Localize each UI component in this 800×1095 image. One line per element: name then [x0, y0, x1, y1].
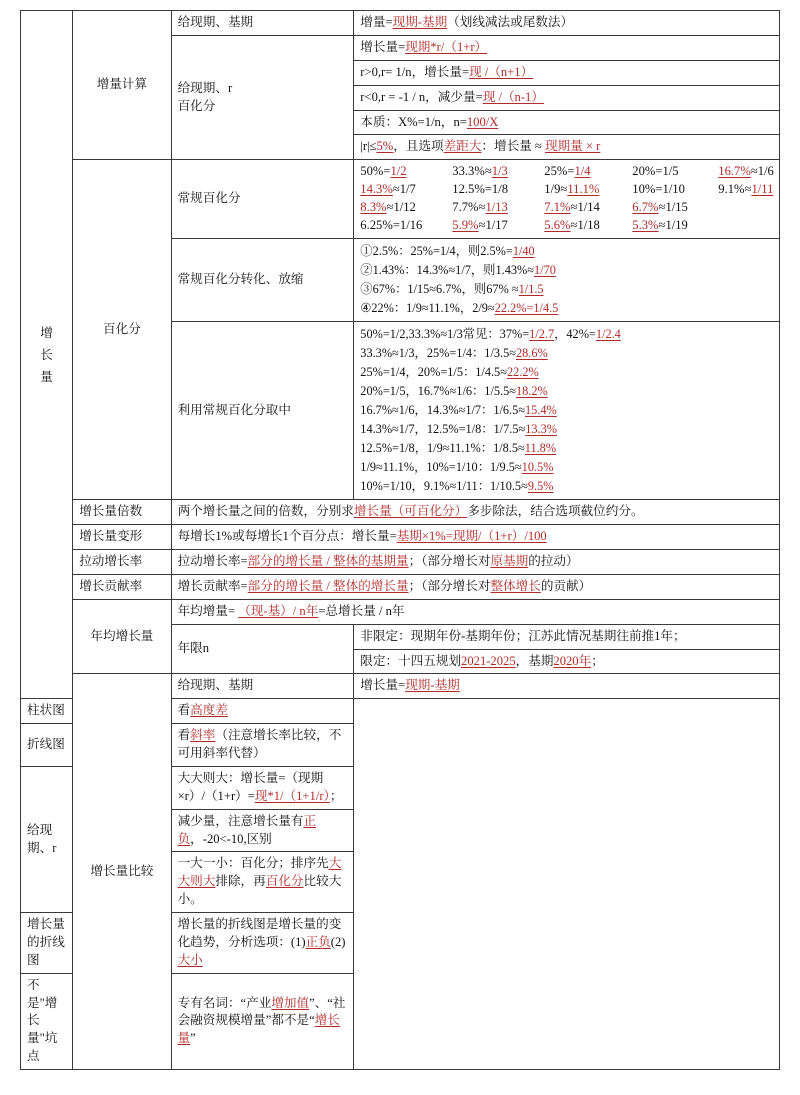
text-plain: ≈1/14 [570, 200, 600, 214]
conversion-item [452, 199, 544, 217]
text-highlight: 7.1% [544, 200, 571, 214]
table-row [21, 599, 780, 624]
root-label-vertical [27, 322, 66, 388]
text-plain: 增长贡献率= [177, 578, 248, 593]
conversion-line [360, 199, 773, 217]
conversion-item [452, 163, 544, 181]
midpoint-line [360, 344, 773, 363]
text-highlight: 5.3% [632, 217, 659, 232]
text-plain: ，基期 [515, 653, 554, 668]
text-plain: 20%=1/5 [632, 164, 679, 179]
text-plain: 非限定：现期年份-基期年份；江苏此情况基期往前推1年； [360, 628, 686, 643]
scaling-line [360, 242, 773, 261]
text-plain: 9.1%≈ [718, 182, 752, 197]
subrow-label-growth-transform: 增长量变形 [73, 525, 171, 550]
text-highlight: （现-基）/ n年 [238, 603, 319, 618]
text-highlight: 13.3% [525, 422, 557, 437]
root-label-cell [21, 11, 73, 699]
text-highlight: 11.1% [567, 182, 600, 197]
text-highlight: 1/11 [751, 182, 774, 197]
conversion-item [718, 163, 798, 181]
text-highlight: 16.7% [718, 164, 751, 179]
subrow-label-year-span-n: 年限n [171, 624, 354, 674]
text-plain: ③67%：1/15≈6.7%，则67% ≈ [360, 281, 519, 296]
subrow-label-cmp-given-current-base: 给现期、基期 [171, 674, 354, 699]
root-label-char-1: 增 [40, 325, 53, 340]
subrow-label-line-chart: 折线图 [21, 724, 73, 767]
text-plain: 14.3%≈1/7，12.5%=1/8：1/7.5≈ [360, 422, 526, 437]
text-highlight: 8.3% [360, 200, 387, 214]
content-small-r-approx [354, 135, 780, 160]
text-highlight: 1/1.5 [518, 281, 544, 296]
text-plain: 增长量= [360, 678, 406, 693]
text-highlight: 5.6% [544, 217, 571, 232]
conversion-line [360, 163, 773, 181]
text-highlight: 高度差 [190, 703, 228, 718]
text-plain: =总增长量 / n年 [318, 603, 405, 618]
text-plain: ； [591, 653, 604, 668]
group-label-growth-comparison: 增长量比较 [73, 674, 171, 1070]
text-plain: 看 [177, 728, 191, 743]
subrow-label-contribution-rate: 增长贡献率 [73, 574, 171, 599]
text-highlight: 1/40 [512, 243, 535, 258]
text-plain: 看 [177, 703, 191, 718]
conversion-item [544, 199, 632, 217]
conversion-item [632, 181, 718, 199]
midpoint-line [360, 477, 773, 496]
text-plain: ，且选项 [393, 139, 444, 154]
text-highlight: 差距大 [443, 139, 482, 154]
text-highlight: 6.7% [632, 200, 659, 214]
text-highlight: 28.6% [516, 345, 548, 360]
text-highlight: 18.2% [516, 384, 548, 399]
content-not-growth-amount-trap [171, 973, 354, 1069]
text-plain: ②1.43%：14.3%≈1/7，则1.43%≈ [360, 262, 534, 277]
text-highlight: 原基期 [490, 554, 529, 569]
conversion-item [360, 181, 452, 199]
content-cmp-given-current-base [354, 674, 780, 699]
conversion-item [452, 181, 544, 199]
conversion-line [360, 217, 773, 235]
text-highlight: 11.8% [524, 441, 557, 456]
table-row [21, 11, 780, 36]
text-highlight: 部分的增长量 / 整体的增长量 [247, 578, 409, 593]
text-highlight: 正负 [177, 813, 317, 846]
table-row [21, 674, 780, 699]
group-label-annual-average-growth: 年均增长量 [73, 599, 171, 674]
text-plain: (2) [330, 934, 346, 949]
midpoint-line [360, 420, 773, 439]
text-highlight: 15.4% [525, 403, 557, 418]
text-highlight: 现 /（n+1） [469, 64, 534, 79]
text-plain: 增长量的折线图是增长量的变化趋势，分析选项：(1) [177, 917, 342, 949]
text-plain: ①2.5%：25%=1/4，则2.5%= [360, 243, 513, 258]
text-plain: 本质：X%=1/n，n= [360, 114, 467, 129]
text-plain: 7.7%≈ [452, 200, 486, 214]
text-plain: （注意增长率比较，不可用斜率代替） [177, 728, 342, 761]
table-row [21, 574, 780, 599]
subrow-label-cmp-given-current-r: 给现期、r [21, 766, 73, 912]
text-plain: 10%=1/10 [632, 182, 685, 197]
content-growth-multiple [171, 500, 779, 525]
text-highlight: 9.5% [527, 479, 554, 494]
content-one-big-one-small [171, 852, 354, 913]
text-highlight: 5.9% [452, 217, 479, 232]
scaling-line [360, 261, 773, 280]
text-plain: ≈1/12 [386, 200, 416, 214]
text-highlight: 增长量（可百化分） [353, 504, 468, 519]
text-plain: 33.3%≈ [452, 164, 492, 179]
text-highlight: 1/70 [534, 262, 556, 277]
content-conversion-scaling [354, 238, 780, 321]
table-row [21, 500, 780, 525]
text-plain: ，-20<-10,区别 [190, 831, 272, 846]
subrow-label-standard-conversions: 常规百化分 [171, 160, 354, 239]
text-highlight: 1/4 [574, 164, 591, 179]
text-plain: 50%=1/2,33.3%≈1/3常见：37%= [360, 326, 530, 341]
text-plain: ≈1/19 [658, 217, 688, 232]
text-plain: 1/9≈ [544, 182, 568, 197]
content-r-negative [354, 85, 780, 110]
text-plain: 增量= [360, 15, 393, 29]
conversion-item [544, 217, 632, 235]
text-highlight: 22.2% [506, 365, 539, 380]
text-plain: 限定：十四五规划 [360, 653, 462, 668]
text-plain: ：增长量 ≈ [481, 139, 545, 154]
content-standard-conversion-grid [354, 160, 780, 239]
text-highlight: 现期量 × r [545, 139, 601, 154]
root-label-char-3: 量 [40, 369, 53, 384]
midpoint-line [360, 325, 773, 344]
content-decrease-sign [171, 809, 354, 852]
text-highlight: 增加值 [271, 995, 310, 1010]
conversion-item [360, 163, 452, 181]
root-label-char-2: 长 [40, 347, 53, 362]
label-line-1: 给现期、r [177, 80, 233, 95]
text-plain: （划线减法或尾数法） [447, 15, 574, 29]
text-plain: 20%=1/5，16.7%≈1/6：1/5.5≈ [360, 384, 516, 399]
content-year-span-unrestricted [354, 624, 780, 649]
text-highlight: 5% [376, 139, 394, 154]
subrow-label-bar-chart: 柱状图 [21, 699, 73, 724]
text-highlight: 大小 [177, 952, 203, 967]
conversion-item [632, 163, 718, 181]
text-highlight: 现*1/（1+1/r） [254, 788, 330, 803]
text-plain: ；（部分增长对 [408, 578, 491, 593]
group-label-increment-calc: 增量计算 [73, 11, 171, 160]
text-highlight: 22.2%=1/4.5 [494, 300, 559, 315]
text-plain: r<0,r = -1 / n，减少量= [360, 89, 483, 104]
content-pull-growth-rate [171, 550, 779, 575]
text-plain: ≈1/17 [478, 217, 508, 232]
text-highlight: 14.3% [360, 182, 393, 197]
label-line-2: 百化分 [177, 98, 216, 113]
text-plain: 33.3%≈1/3，25%=1/4：1/3.5≈ [360, 345, 516, 360]
text-plain: 50%= [360, 164, 391, 179]
scaling-line [360, 280, 773, 299]
text-highlight: 大大则大 [177, 856, 342, 889]
content-contribution-rate [171, 574, 779, 599]
table-row [21, 525, 780, 550]
text-plain: ” [190, 1031, 196, 1046]
content-annual-average-formula [171, 599, 779, 624]
content-growth-line-chart [171, 913, 354, 974]
text-plain: 比较大小。 [177, 874, 342, 907]
text-plain: 大大则大：增长量=（现期×r）/（1+r）= [177, 770, 324, 803]
text-highlight: 正负 [305, 934, 331, 949]
text-highlight: 1/2 [390, 164, 407, 179]
text-plain: 多步除法，结合选项截位约分。 [467, 504, 644, 519]
content-essence [354, 110, 780, 135]
text-highlight: 1/2.4 [595, 326, 621, 341]
text-plain: 1/9≈11.1%，10%=1/10：1/9.5≈ [360, 460, 522, 475]
text-highlight: 百化分 [265, 874, 304, 889]
subrow-label-pull-growth-rate: 拉动增长率 [73, 550, 171, 575]
subrow-label-midpoint-method: 利用常规百化分取中 [171, 321, 354, 499]
text-plain: 6.25%=1/16 [360, 217, 423, 232]
text-plain: ≈1/15 [658, 200, 688, 214]
text-plain: 25%= [544, 164, 575, 179]
conversion-item [360, 199, 452, 217]
midpoint-line [360, 363, 773, 382]
text-plain: ≈1/6 [750, 164, 774, 179]
text-highlight: 1/2.7 [529, 326, 555, 341]
text-highlight: 100/X [466, 114, 499, 129]
text-highlight: 现期-基期 [392, 15, 448, 29]
midpoint-line [360, 401, 773, 420]
text-highlight: 2021-2025 [461, 653, 516, 668]
content-line-chart [171, 724, 354, 767]
text-plain: ，42%= [554, 326, 596, 341]
content-given-current-base [354, 11, 780, 36]
content-bar-chart [171, 699, 354, 724]
text-plain: 增长量= [360, 39, 406, 54]
text-plain: ≈1/7 [392, 182, 416, 197]
text-plain: ≈1/18 [570, 217, 600, 232]
content-midpoint-method [354, 321, 780, 499]
scaling-line [360, 299, 773, 318]
subrow-label-given-current-r [171, 35, 354, 159]
conversion-item [632, 217, 718, 235]
subrow-label-growth-multiple: 增长量倍数 [73, 500, 171, 525]
text-plain: ；（部分增长对 [408, 554, 491, 569]
text-plain: 专有名词：“产业 [177, 995, 272, 1010]
text-plain: ”、“社会融资规模增量”都不是“ [177, 995, 346, 1028]
midpoint-line [360, 382, 773, 401]
content-r-positive [354, 60, 780, 85]
text-highlight: 斜率 [190, 728, 216, 743]
content-growth-transform [171, 525, 779, 550]
subrow-label-given-current-base: 给现期、基期 [171, 11, 354, 36]
subrow-label-conversion-scaling: 常规百化分转化、放缩 [171, 238, 354, 321]
text-highlight: 增长量 [177, 1013, 340, 1046]
text-highlight: 2020年 [553, 653, 592, 668]
conversion-item [360, 217, 452, 235]
text-plain: 12.5%=1/8 [452, 182, 509, 197]
text-plain: 一大一小：百化分；排序先 [177, 856, 329, 871]
conversion-item [544, 181, 632, 199]
text-highlight: 1/13 [485, 200, 508, 214]
text-highlight: 基期×1%=现期/（1+r）/100 [396, 529, 547, 544]
text-plain: ； [329, 788, 343, 803]
text-plain: 年均增量= [177, 603, 239, 618]
content-year-span-restricted [354, 649, 780, 674]
content-growth-amount-formula [354, 35, 780, 60]
text-plain: 两个增长量之间的倍数，分别求 [177, 504, 354, 519]
text-highlight: 1/3 [491, 164, 508, 179]
text-plain: 25%=1/4，20%=1/5：1/4.5≈ [360, 365, 507, 380]
text-highlight: 整体增长 [490, 578, 541, 593]
text-plain: 减少量，注意增长量有 [177, 813, 304, 828]
text-plain: |r|≤ [360, 139, 377, 154]
subrow-label-not-growth-amount-trap: 不是"增长量"坑点 [21, 973, 73, 1069]
text-highlight: 10.5% [521, 460, 554, 475]
midpoint-line [360, 458, 773, 477]
conversion-item [452, 217, 544, 235]
conversion-item [632, 199, 718, 217]
text-plain: r>0,r= 1/n，增长量= [360, 64, 470, 79]
midpoint-line [360, 439, 773, 458]
text-plain: 12.5%=1/8，1/9≈11.1%：1/8.5≈ [360, 441, 525, 456]
text-plain: 拉动增长率= [177, 554, 248, 569]
text-plain: 的贡献） [540, 578, 592, 593]
conversion-line [360, 181, 773, 199]
group-label-percent-to-fraction: 百化分 [73, 160, 171, 500]
content-big-big-rule [171, 766, 354, 809]
table-row [21, 550, 780, 575]
text-plain: 10%=1/10，9.1%≈1/11：1/10.5≈ [360, 479, 528, 494]
text-plain: ④22%：1/9≈11.1%，2/9≈ [360, 300, 495, 315]
text-plain: 每增长1%或每增长1个百分点：增长量= [177, 529, 397, 544]
growth-amount-table [20, 10, 780, 1070]
text-highlight: 现期-基期 [405, 678, 460, 693]
conversion-item [544, 163, 632, 181]
text-plain: 排除，再 [215, 874, 266, 889]
text-highlight: 部分的增长量 / 整体的基期量 [247, 554, 409, 569]
text-plain: 16.7%≈1/6，14.3%≈1/7：1/6.5≈ [360, 403, 526, 418]
text-plain: 的拉动） [528, 554, 579, 569]
subrow-label-growth-line-chart: 增长量的折线图 [21, 913, 73, 974]
conversion-item [718, 181, 798, 199]
text-highlight: 现期*r/（1+r） [405, 39, 488, 54]
text-highlight: 现 /（n-1） [482, 89, 544, 104]
table-row [21, 160, 780, 239]
